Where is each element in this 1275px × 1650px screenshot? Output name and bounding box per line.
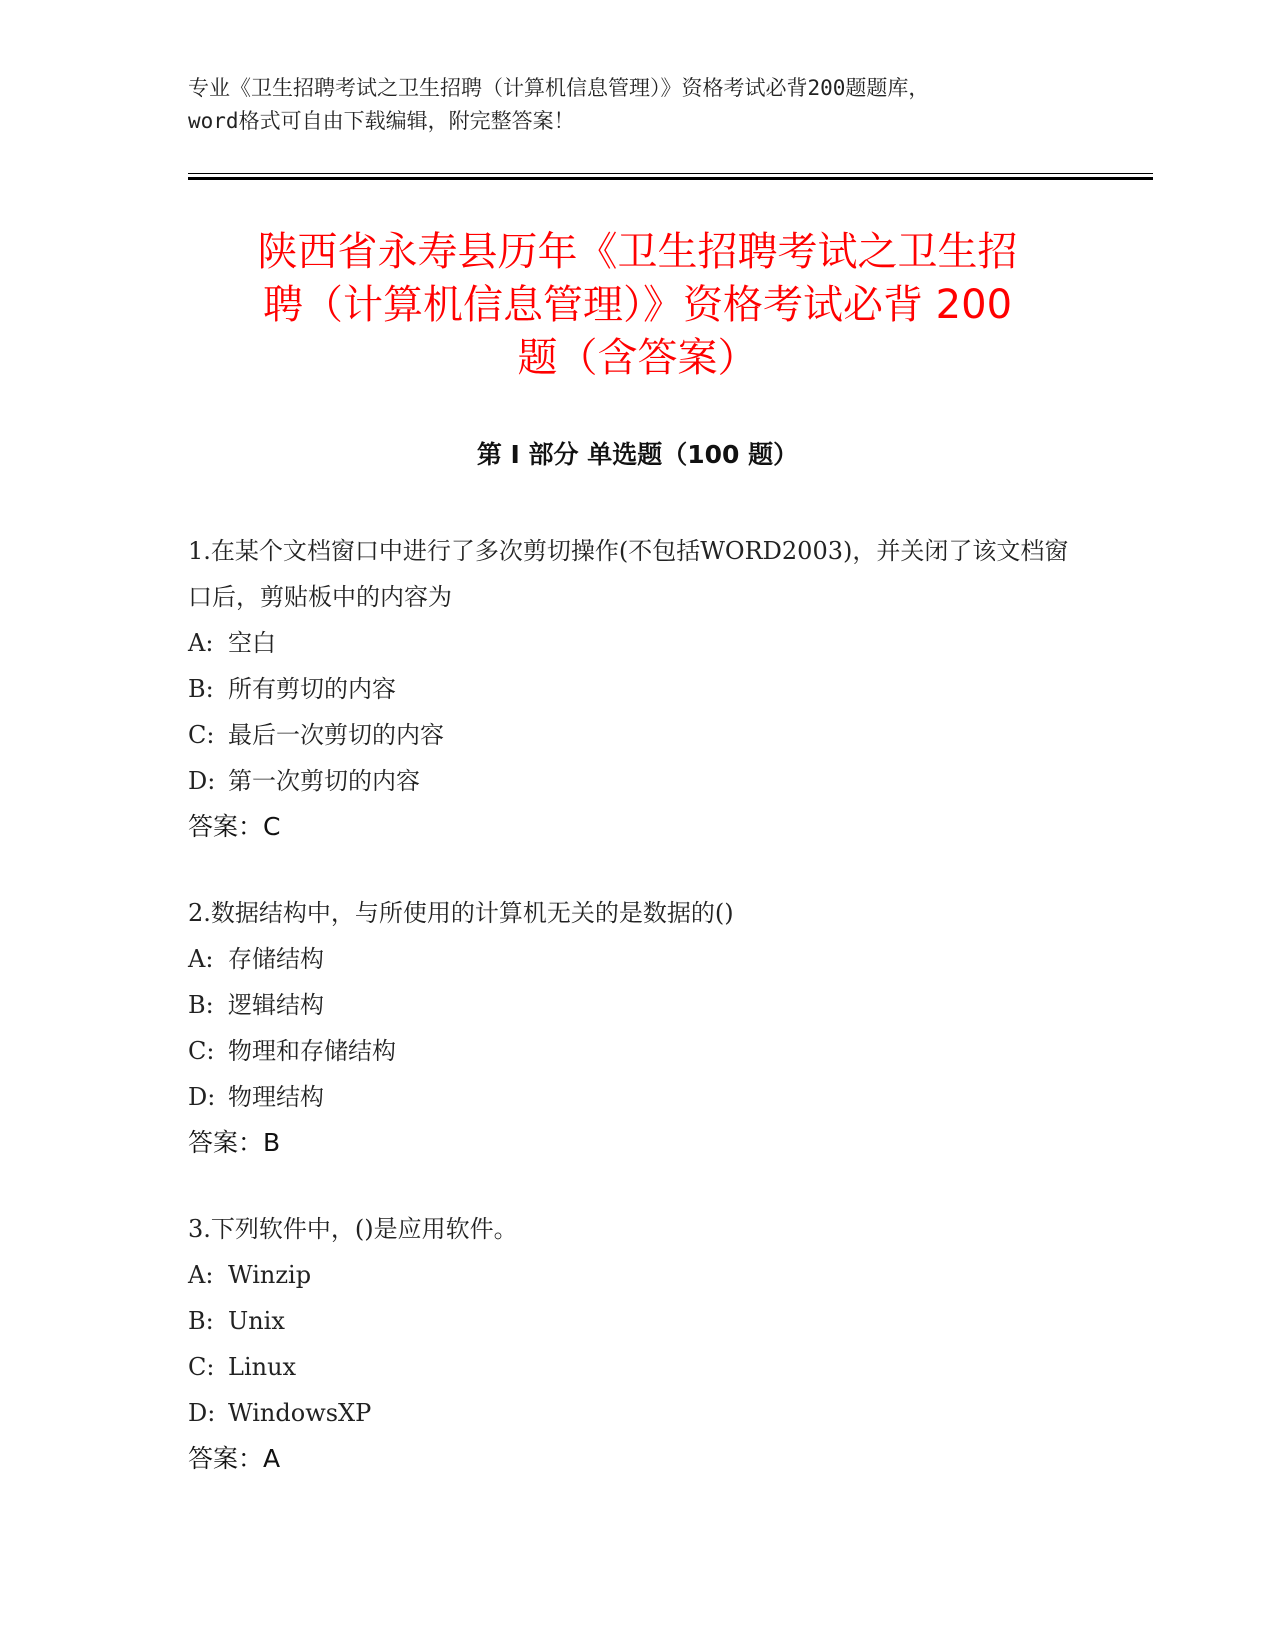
option-text: 物理和存储结构 <box>228 1037 396 1065</box>
question-stem: 2.数据结构中，与所使用的计算机无关的是数据的() <box>188 899 734 927</box>
document-title-line-1: 陕西省永寿县历年《卫生招聘考试之卫生招 <box>257 229 1018 275</box>
option-letter: B: <box>188 991 214 1019</box>
option-letter: D: <box>188 767 216 795</box>
header-note <box>188 72 1088 138</box>
option-text: 逻辑结构 <box>228 991 324 1019</box>
option-c <box>188 712 1088 758</box>
option-text: 所有剪切的内容 <box>228 675 396 703</box>
document-title <box>150 226 1125 385</box>
document-title-line-3: 题（含答案） <box>517 335 758 381</box>
option-letter: C: <box>188 1353 215 1381</box>
option-letter: A: <box>188 629 214 657</box>
answer-line: 答案：B <box>188 1128 281 1157</box>
option-letter: A: <box>188 945 214 973</box>
option-a <box>188 620 1088 666</box>
option-letter: D: <box>188 1399 216 1427</box>
section-heading: 第 I 部分 单选题（100 题） <box>476 440 799 469</box>
option-letter: B: <box>188 1307 214 1335</box>
option-c <box>188 1028 1088 1074</box>
option-text: Linux <box>228 1353 297 1381</box>
option-letter: A: <box>188 1261 214 1289</box>
question-2 <box>188 890 1088 1166</box>
option-text: 物理结构 <box>228 1083 324 1111</box>
option-letter: D: <box>188 1083 216 1111</box>
option-d <box>188 1390 1088 1436</box>
header-divider-thin <box>188 173 1153 174</box>
header-note-line-1: 专业《卫生招聘考试之卫生招聘（计算机信息管理）》资格考试必背200题题库， <box>188 76 930 100</box>
option-text: 存储结构 <box>228 945 324 973</box>
question-stem: 3.下列软件中，()是应用软件。 <box>188 1215 518 1243</box>
answer-line: 答案：A <box>188 1444 281 1473</box>
document-title-line-2: 聘（计算机信息管理）》资格考试必背 200 <box>262 282 1013 328</box>
option-text: Unix <box>228 1307 285 1335</box>
header-note-line-2: word格式可自由下载编辑，附完整答案！ <box>188 109 575 133</box>
option-text: WindowsXP <box>228 1399 372 1427</box>
option-letter: C: <box>188 1037 215 1065</box>
option-b <box>188 666 1088 712</box>
answer-line: 答案：C <box>188 812 281 841</box>
option-b <box>188 982 1088 1028</box>
question-3 <box>188 1206 1088 1482</box>
option-c <box>188 1344 1088 1390</box>
option-text: Winzip <box>228 1261 312 1289</box>
header-divider-thick <box>188 177 1153 180</box>
option-a <box>188 1252 1088 1298</box>
option-d <box>188 1074 1088 1120</box>
option-letter: B: <box>188 675 214 703</box>
option-d <box>188 758 1088 804</box>
option-text: 空白 <box>228 629 276 657</box>
question-1 <box>188 528 1088 850</box>
option-letter: C: <box>188 721 215 749</box>
option-text: 最后一次剪切的内容 <box>228 721 444 749</box>
option-a <box>188 936 1088 982</box>
question-list <box>188 528 1088 1522</box>
option-text: 第一次剪切的内容 <box>228 767 420 795</box>
question-stem: 1.在某个文档窗口中进行了多次剪切操作(不包括WORD2003)，并关闭了该文档窗口后，剪贴板中的内容为 <box>188 537 1069 611</box>
option-b <box>188 1298 1088 1344</box>
